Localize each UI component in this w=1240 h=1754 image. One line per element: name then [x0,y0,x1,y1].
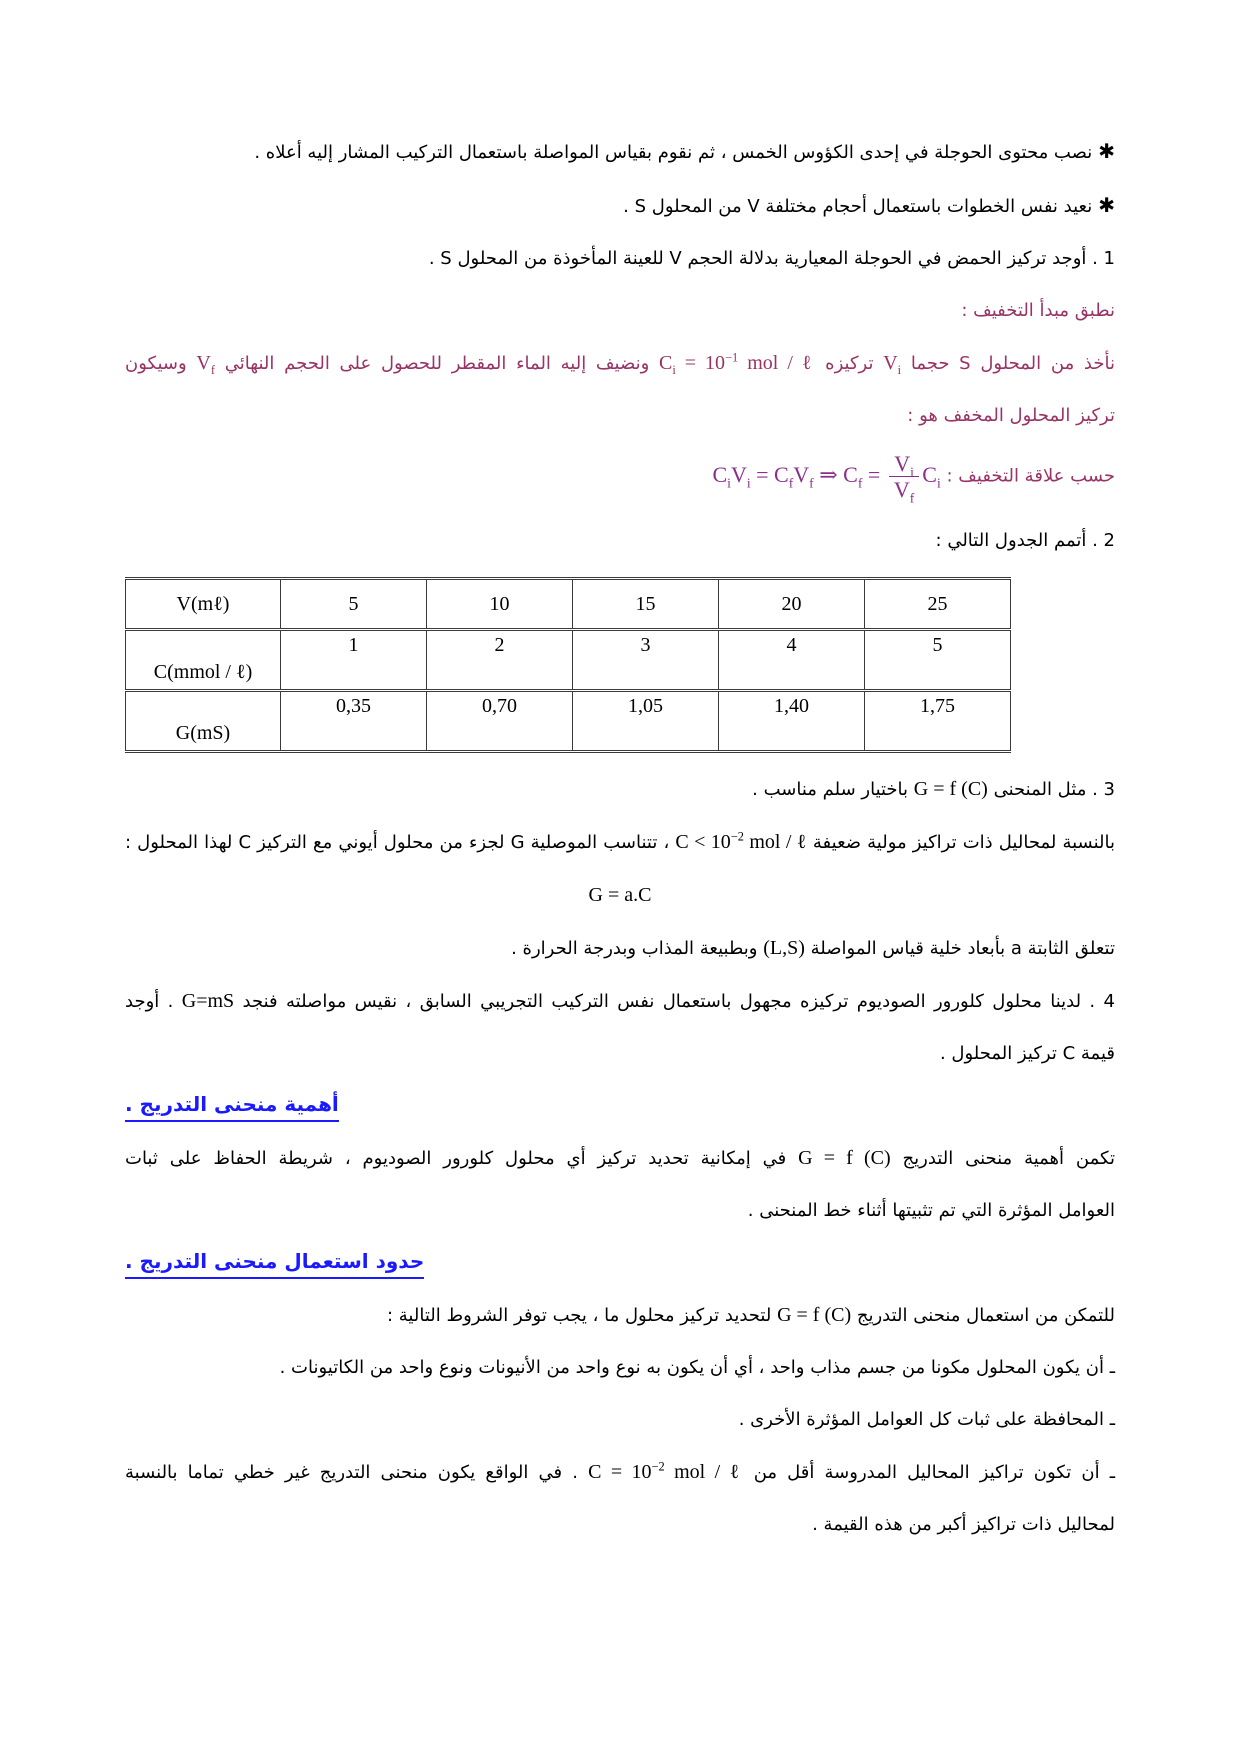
condition-1-text: ـ أن يكون المحلول مكونا من جسم مذاب واحد ، أي أن يكون به نوع واحد من الأنيونات ونوع واحد من الكاتيونات . [279,1357,1115,1379]
dilution-intro-text: نطبق مبدأ التخفيف : [961,300,1115,321]
dilution-take-c: ونضيف إليه الماء المقطر للحصول على الحجم النهائي [224,353,650,374]
dilution-equation-line [125,451,1115,506]
importance-line-1 [125,1132,1115,1185]
question-3-text-b: باختيار سلم مناسب . [752,779,909,801]
dilution-line-1 [125,337,1115,390]
cell-c3: 3 [573,630,719,691]
asterisk-icon: ✱ [1098,139,1115,163]
dilution-equation: $C_iV_i = C_fV_f$ ⇒ $C_f$ = $\frac{V_i}{V_f}$ $C_i$ [712,451,941,506]
intro-bullet-2-text: نعيد نفس الخطوات باستعمال أحجام مختلفة V من المحلول S . [623,196,1093,217]
question-2 [125,515,1115,567]
cell-v3: 15 [573,579,719,630]
condition-3-line-2 [125,1499,1115,1551]
importance-line-2 [125,1185,1115,1237]
cell-c1: 1 [281,630,427,691]
limits-intro-a: للتمكن من استعمال منحنى التدريج [856,1305,1115,1327]
dilution-line-2-text: تركيز المحلول المخفف هو : [907,405,1115,426]
table-row-concentration [126,630,1011,691]
intro-bullet-1 [125,125,1115,179]
row-label-conductance: G(mS) [126,691,281,752]
proportionality-formula-line [125,869,1115,922]
question-1 [125,233,1115,285]
condition-2-text: ـ المحافظة على ثبات كل العوامل المؤثرة الأخرى . [738,1409,1115,1431]
cell-v5: 25 [865,579,1011,630]
cell-g3: 1,05 [573,691,719,752]
question-4-line-2-text: قيمة C تركيز المحلول . [939,1043,1115,1065]
condition-3-line-2-text: لمحاليل ذات تراكيز أكبر من هذه القيمة . [812,1514,1115,1536]
measurements-table [125,577,1011,753]
question-4-line-2 [125,1028,1115,1080]
condition-3-text-b: . في الواقع يكون منحنى التدريج غير خطي تماما بالنسبة [125,1462,578,1484]
cell-c4: 4 [719,630,865,691]
row-label-volume: V(mℓ) [126,579,281,630]
cell-g1: 0,35 [281,691,427,752]
constant-a-text-a: تتعلق الثابتة a بأبعاد خلية قياس المواصلة [810,938,1115,960]
row-label-concentration: C(mmol / ℓ) [126,630,281,691]
importance-line-2-text: العوامل المؤثرة التي تم تثبيتها أثناء خط المنحنى . [747,1200,1115,1222]
math-Vf: $V_f$ [196,352,215,377]
dilution-relation-label: حسب علاقة التخفيف : [946,465,1115,487]
question-4-text-b: . أوجد [125,991,174,1013]
question-2-text: 2 . أتمم الجدول التالي : [935,530,1115,552]
dilution-take-a: نأخذ من المحلول S حجما [910,353,1115,374]
question-3 [125,763,1115,816]
importance-text-b: في إمكانية تحديد تركيز أي محلول كلورور الصوديوم ، شريطة الحفاظ على ثبات [125,1148,787,1170]
importance-text-a: تكمن أهمية منحنى التدريج [902,1148,1115,1170]
limits-intro-b: لتحديد تركيز محلول ما ، يجب توفر الشروط التالية : [387,1305,772,1327]
condition-3-text-a: ـ أن تكون تراكيز المحاليل المدروسة أقل من [753,1462,1115,1484]
dilution-take-b: تركيزه [825,353,874,374]
fraction-Vi-over-Vf: $\frac{V_i}{V_f}$ [889,452,919,501]
limits-heading-row [125,1237,1115,1289]
math-G-equals-fC: G = f (C) [798,1147,891,1170]
weak-concentration-line [125,816,1115,869]
table-row-volume [126,579,1011,630]
math-G-equals-aC: G = a.C [588,884,652,907]
question-4-text-a: 4 . لدينا محلول كلورور الصوديوم تركيزه مجهول باستعمال نفس التركيب التجريبي السابق ، نقيس مواصلته فنجد [242,991,1115,1013]
asterisk-icon: ✱ [1098,193,1115,217]
math-C-lt-10m2: $C < 10^{-2}$ mol / ℓ [675,829,807,854]
question-1-text: 1 . أوجد تركيز الحمض في الحوجلة المعيارية بدلالة الحجم V للعينة المأخوذة من المحلول S . [428,248,1115,269]
constant-a-line [125,922,1115,975]
math-G-equals-fC: G = f (C) [913,778,988,801]
table-row-conductance [126,691,1011,752]
dilution-intro [125,285,1115,337]
importance-heading-row [125,1080,1115,1132]
question-3-text-a: 3 . مثل المنحنى [993,779,1115,801]
dilution-line-2 [125,390,1115,442]
cell-g2: 0,70 [427,691,573,752]
math-Ci-equals-10m1: $C_i = 10^{-1}$ mol / ℓ [659,350,816,377]
cell-g4: 1,40 [719,691,865,752]
condition-3-line-1 [125,1446,1115,1499]
limits-intro-line [125,1289,1115,1342]
cell-v1: 5 [281,579,427,630]
constant-a-text-b: وبطبيعة المذاب وبدرجة الحرارة . [511,938,758,960]
cell-v2: 10 [427,579,573,630]
condition-1 [125,1342,1115,1394]
dilution-take-d: وسيكون [125,353,187,374]
math-Vi: $V_i$ [883,352,902,377]
question-4-line-1 [125,975,1115,1028]
cell-c5: 5 [865,630,1011,691]
cell-v4: 20 [719,579,865,630]
math-LS: (L,S) [763,937,805,960]
weak-text-b: ، تتناسب الموصلية G لجزء من محلول أيوني مع التركيز C لهذا المحلول : [125,832,670,854]
math-C-equals-10m2: $C = 10^{-2}$ mol / ℓ [588,1459,744,1484]
math-G-equals-mS: G=mS [181,990,235,1013]
intro-bullet-1-text: نصب محتوى الحوجلة في إحدى الكؤوس الخمس ، ثم نقوم بقياس المواصلة باستعمال التركيب المشار إليه أعلاه . [254,142,1093,163]
cell-g5: 1,75 [865,691,1011,752]
intro-bullet-2 [125,179,1115,233]
limits-heading: حدود استعمال منحنى التدريج . [125,1248,424,1279]
importance-heading: أهمية منحنى التدريج . [125,1091,339,1122]
condition-2 [125,1394,1115,1446]
weak-text-a: بالنسبة لمحاليل ذات تراكيز مولية ضعيفة [812,832,1115,854]
cell-c2: 2 [427,630,573,691]
math-G-equals-fC: G = f (C) [777,1304,852,1327]
